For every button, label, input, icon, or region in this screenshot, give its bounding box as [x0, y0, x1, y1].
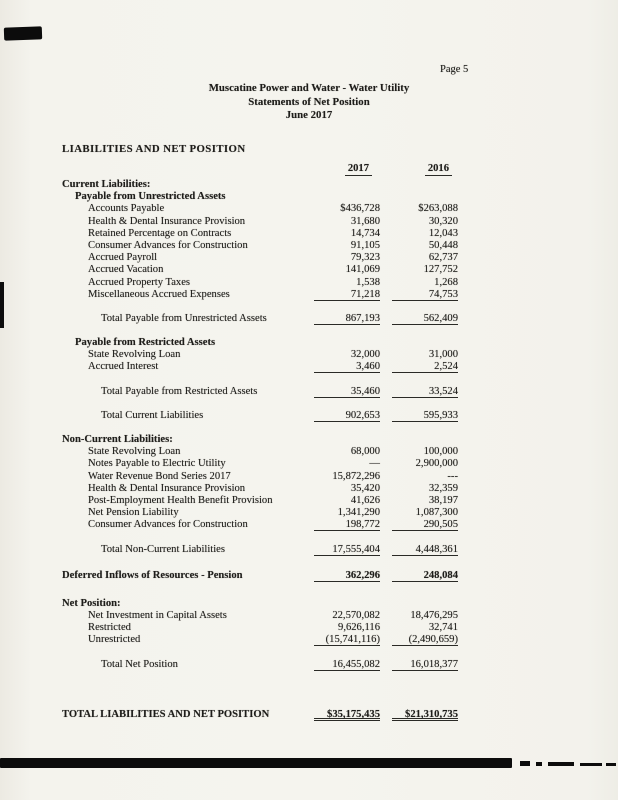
scan-artifact-top-left [4, 26, 42, 40]
row-label: Accrued Property Taxes [88, 276, 191, 288]
row-value-2017: 14,734 [350, 227, 380, 239]
statement-row [62, 471, 458, 483]
row-value-2017: 9,626,116 [338, 622, 380, 634]
row-label: Total Net Position [101, 658, 178, 670]
statement-row [62, 264, 458, 276]
row-label: Non-Current Liabilities: [62, 434, 173, 445]
row-value-2016: --- [447, 470, 458, 482]
row-label: Accrued Interest [88, 361, 159, 373]
row-value-2017: 71,218 [314, 289, 380, 301]
row-value-2017 [314, 598, 380, 610]
statement-row [62, 361, 458, 373]
title-line-3: June 2017 [285, 109, 333, 121]
row-label: Miscellaneous Accrued Expenses [88, 288, 230, 300]
row-value-2016: $263,088 [418, 203, 458, 215]
scan-artifact-bottom-bar [0, 758, 512, 768]
row-value-2017: 68,000 [350, 446, 380, 458]
row-label: Post-Employment Health Benefit Provision [88, 494, 273, 506]
section-heading: LIABILITIES AND NET POSITION [62, 143, 246, 155]
row-label: Health & Dental Insurance Provision [88, 215, 246, 227]
statement-row [62, 313, 458, 325]
title-line-1: Muscatine Power and Water - Water Utility [208, 82, 410, 94]
row-value-2017: 79,323 [350, 252, 380, 264]
statement-row [62, 386, 458, 398]
row-value-2016: 595,933 [392, 410, 458, 422]
row-value-2017: $436,728 [340, 203, 380, 215]
row-value-2017: 35,460 [314, 386, 380, 398]
row-value-2016 [392, 179, 458, 191]
row-label: State Revolving Loan [88, 349, 181, 361]
statement-row [62, 659, 458, 671]
statement-row [62, 191, 458, 203]
row-label: Payable from Restricted Assets [75, 337, 216, 349]
row-label: Payable from Unrestricted Assets [75, 191, 226, 203]
row-value-2017: 16,455,082 [314, 659, 380, 671]
statement-row [62, 277, 458, 289]
row-value-2017: 3,460 [314, 361, 380, 373]
row-value-2016: $21,310,735 [392, 709, 458, 721]
statement-row [62, 610, 458, 622]
row-value-2017: 198,772 [314, 519, 380, 531]
statement-row [62, 252, 458, 264]
statement-row [62, 634, 458, 646]
row-label: Net Position: [62, 597, 121, 609]
row-value-2017: 1,341,290 [337, 507, 380, 519]
row-value-2017: 31,680 [350, 215, 380, 227]
row-value-2017: 32,000 [350, 349, 380, 361]
scan-artifact-dash [548, 762, 574, 766]
row-label: Consumer Advances for Construction [88, 519, 248, 531]
row-value-2017 [314, 434, 380, 446]
statement-row [62, 544, 458, 556]
row-label: Net Pension Liability [88, 507, 179, 519]
statement-row [62, 179, 458, 191]
row-value-2016: 290,505 [392, 519, 458, 531]
row-value-2016: 2,524 [392, 361, 458, 373]
row-label: Accounts Payable [88, 203, 165, 215]
statement-row [62, 337, 458, 349]
statement-row [62, 709, 458, 721]
row-value-2017 [314, 191, 380, 203]
row-label: Water Revenue Bond Series 2017 [88, 470, 231, 482]
row-value-2016: 74,753 [392, 289, 458, 301]
statement-rows [62, 179, 458, 721]
row-value-2016: 32,359 [428, 482, 458, 494]
row-label: Deferred Inflows of Resources - Pension [62, 569, 243, 581]
statement-row [62, 570, 458, 582]
row-value-2017 [314, 337, 380, 349]
row-value-2016: 33,524 [392, 386, 458, 398]
row-label: Total Non-Current Liabilities [101, 543, 226, 555]
row-value-2016: 38,197 [428, 494, 458, 506]
statement-row [62, 622, 458, 634]
column-header-2016: 2016 [425, 163, 452, 176]
row-value-2017: 867,193 [314, 313, 380, 325]
page-number: Page 5 [440, 64, 469, 75]
row-value-2016: 18,476,295 [410, 610, 458, 622]
statement-row [62, 216, 458, 228]
statement-row [62, 203, 458, 215]
row-value-2017: 362,296 [314, 570, 380, 582]
row-value-2017: 141,069 [345, 264, 380, 276]
statement-row [62, 483, 458, 495]
row-label: TOTAL LIABILITIES AND NET POSITION [62, 708, 270, 720]
row-label: Consumer Advances for Construction [88, 239, 248, 251]
row-value-2017: 41,626 [350, 494, 380, 506]
column-headers [62, 163, 458, 178]
row-value-2017: 902,653 [314, 410, 380, 422]
document-title-block [0, 82, 618, 123]
row-label: Unrestricted [88, 634, 141, 646]
row-value-2016: 50,448 [428, 239, 458, 251]
row-value-2016: 31,000 [428, 349, 458, 361]
row-value-2017 [314, 179, 380, 191]
row-label: Accrued Payroll [88, 252, 158, 264]
statement-row [62, 446, 458, 458]
row-value-2016: 30,320 [428, 215, 458, 227]
title-line-2: Statements of Net Position [248, 95, 370, 108]
statement-row [62, 495, 458, 507]
row-label: Current Liabilities: [62, 179, 151, 190]
row-value-2016: 12,043 [428, 227, 458, 239]
statement-row [62, 519, 458, 531]
row-value-2016: 127,752 [423, 264, 458, 276]
row-value-2017: (15,741,116) [314, 634, 380, 646]
statement-row [62, 410, 458, 422]
row-value-2016 [392, 434, 458, 446]
row-value-2016 [392, 191, 458, 203]
scan-artifact-left-edge [0, 282, 4, 328]
row-value-2017: 17,555,404 [314, 544, 380, 556]
row-value-2017: 1,538 [356, 276, 380, 288]
row-label: Restricted [88, 622, 131, 634]
row-value-2017: 15,872,296 [332, 470, 380, 482]
row-label: Health & Dental Insurance Provision [88, 482, 246, 494]
row-label: Total Payable from Unrestricted Assets [101, 312, 267, 324]
row-value-2016: 2,900,000 [415, 458, 458, 470]
row-value-2016: 62,737 [428, 252, 458, 264]
scan-artifact-dash [520, 761, 530, 766]
statement-row [62, 289, 458, 301]
row-value-2016: 4,448,361 [392, 544, 458, 556]
row-label: Retained Percentage on Contracts [88, 227, 232, 239]
statement-row [62, 507, 458, 519]
row-value-2017: $35,175,435 [314, 709, 380, 721]
row-label: Accrued Vacation [88, 264, 164, 276]
statement-row [62, 434, 458, 446]
row-value-2016: 1,087,300 [415, 507, 458, 519]
scan-artifact-dash [580, 763, 602, 766]
row-value-2016: 100,000 [423, 446, 458, 458]
statement-row [62, 598, 458, 610]
statement-row [62, 458, 458, 470]
row-value-2016: 1,268 [434, 276, 458, 288]
row-value-2016: 248,084 [392, 570, 458, 582]
scan-artifact-dash [606, 763, 616, 766]
row-value-2016 [392, 598, 458, 610]
row-label: Total Current Liabilities [101, 409, 204, 421]
row-label: Total Payable from Restricted Assets [101, 385, 258, 397]
row-value-2017: 35,420 [350, 482, 380, 494]
row-value-2016: 562,409 [392, 313, 458, 325]
row-value-2017: 91,105 [350, 239, 380, 251]
row-label: Net Investment in Capital Assets [88, 610, 227, 622]
row-value-2017: 22,570,082 [332, 610, 380, 622]
row-label: Notes Payable to Electric Utility [88, 458, 226, 470]
row-value-2016 [392, 337, 458, 349]
row-label: State Revolving Loan [88, 446, 181, 458]
statement-row [62, 240, 458, 252]
row-value-2017: — [369, 458, 380, 470]
statement-row [62, 228, 458, 240]
row-value-2016: 32,741 [428, 622, 458, 634]
row-value-2016: 16,018,377 [392, 659, 458, 671]
row-value-2016: (2,490,659) [392, 634, 458, 646]
scan-artifact-dash [536, 762, 542, 766]
column-header-2017: 2017 [345, 163, 372, 176]
statement-row [62, 349, 458, 361]
